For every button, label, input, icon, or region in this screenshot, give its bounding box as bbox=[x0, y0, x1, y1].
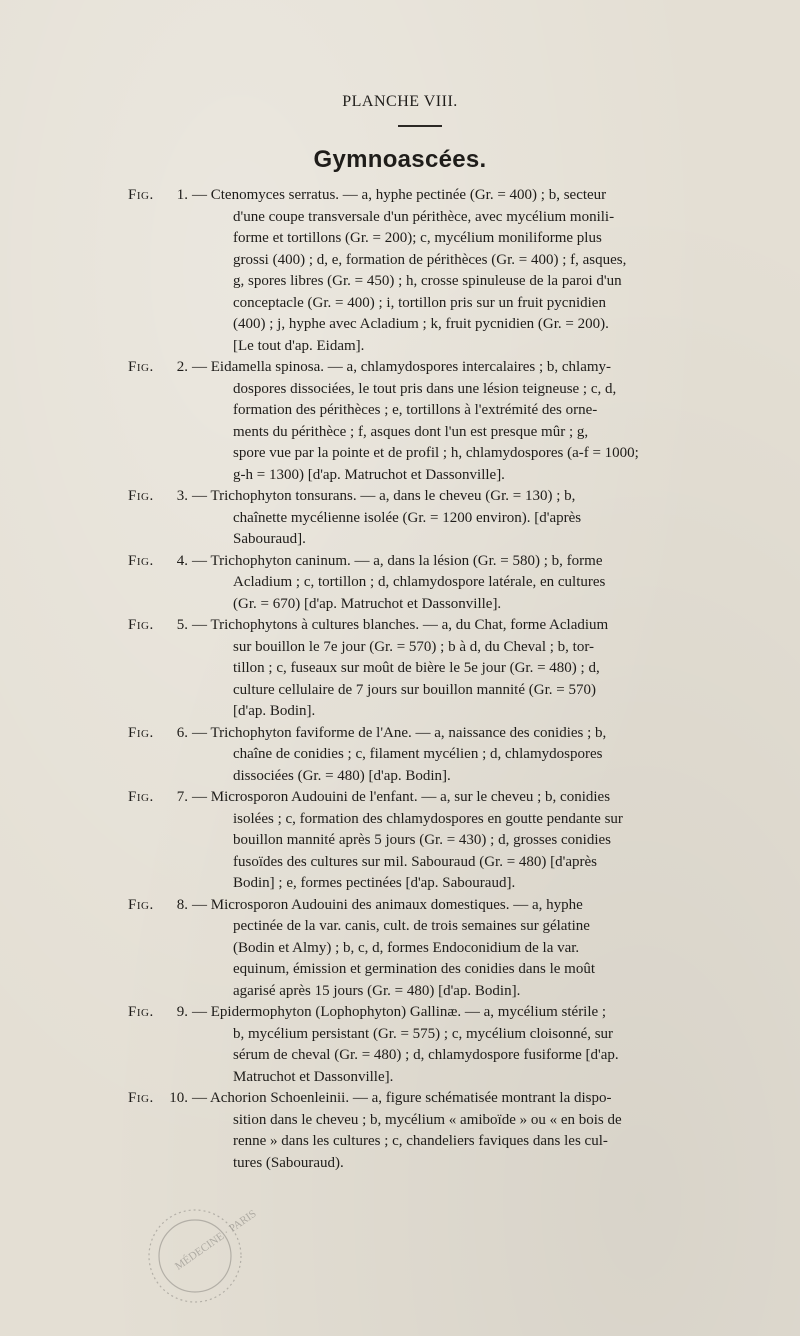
section-title: Gymnoascées. bbox=[313, 146, 487, 173]
caption-line: grossi (400) ; d, e, formation de périthèces (Gr. = 400) ; f, asques, bbox=[233, 251, 627, 268]
caption-line: d'une coupe transversale d'un périthèce, avec mycélium monili- bbox=[233, 208, 615, 225]
caption-line: dissociées (Gr. = 480) [d'ap. Bodin]. bbox=[233, 767, 451, 784]
caption-line: — Microsporon Audouini de l'enfant. — a, sur le cheveu ; b, conidies bbox=[192, 787, 708, 809]
figure-number: 6. bbox=[176, 724, 188, 741]
caption-line: culture cellulaire de 7 jours sur bouillon mannité (Gr. = 570) bbox=[233, 681, 596, 698]
figure-number: 8. bbox=[176, 896, 188, 913]
caption-line: conceptacle (Gr. = 400) ; i, tortillon pris sur un fruit pycnidien bbox=[233, 294, 606, 311]
figure-number: 1. bbox=[176, 187, 188, 203]
caption-line: pectinée de la var. canis, cult. de trois semaines sur gélatine bbox=[233, 918, 590, 934]
caption-line: forme et tortillons (Gr. = 200); c, mycélium moniliforme plus bbox=[233, 230, 602, 246]
figure-number: 3. bbox=[176, 488, 188, 504]
caption-line: spore vue par la pointe et de profil ; h, chlamydospores (a-f = 1000; bbox=[233, 445, 639, 461]
figure-caption bbox=[192, 615, 708, 723]
figure-prefix: Fig. bbox=[128, 789, 154, 805]
figure-number: 4. bbox=[176, 552, 188, 569]
figure-prefix: Fig. bbox=[128, 552, 154, 569]
caption-line: equinum, émission et germination des conidies dans le moût bbox=[233, 961, 596, 977]
figure-caption bbox=[192, 1002, 708, 1088]
library-stamp bbox=[128, 1196, 262, 1306]
caption-line: tures (Sabouraud). bbox=[233, 1154, 344, 1171]
caption-line: [d'ap. Bodin]. bbox=[233, 703, 316, 719]
caption-line: dospores dissociées, le tout pris dans une lésion teigneuse ; c, d, bbox=[233, 380, 617, 397]
figure-number: 10. bbox=[169, 1090, 188, 1106]
caption-line: (Bodin et Almy) ; b, c, d, formes Endoconidium de la var. bbox=[233, 939, 580, 956]
caption-line: sérum de cheval (Gr. = 480) ; d, chlamydospore fusiforme [d'ap. bbox=[233, 1047, 619, 1063]
caption-line: — Trichophytons à cultures blanches. — a, du Chat, forme Acladium bbox=[192, 615, 708, 637]
caption-line: (400) ; j, hyphe avec Acladium ; k, fruit pycnidien (Gr. = 200). bbox=[233, 316, 609, 332]
figure-number: 5. bbox=[176, 617, 188, 633]
caption-line: Acladium ; c, tortillon ; d, chlamydospore latérale, en cultures bbox=[233, 574, 606, 590]
caption-line: sur bouillon le 7e jour (Gr. = 570) ; b à d, du Cheval ; b, tor- bbox=[233, 638, 595, 655]
figure-caption bbox=[192, 787, 708, 895]
caption-line: chaînette mycélienne isolée (Gr. = 1200 environ). [d'après bbox=[233, 509, 582, 526]
caption-line: fusoïdes des cultures sur mil. Sabouraud (Gr. = 480) [d'après bbox=[233, 853, 598, 870]
figure-number: 9. bbox=[176, 1004, 188, 1020]
figure-caption bbox=[192, 486, 708, 551]
caption-line: [Le tout d'ap. Eidam]. bbox=[233, 337, 365, 354]
caption-line: — Microsporon Audouini des animaux domestiques. — a, hyphe bbox=[192, 895, 708, 917]
figure-prefix: Fig. bbox=[128, 724, 154, 741]
caption-line: isolées ; c, formation des chlamydospores en goutte pendante sur bbox=[233, 810, 623, 827]
caption-line: — Eidamella spinosa. — a, chlamydospores intercalaires ; b, chlamy- bbox=[192, 357, 708, 379]
figure-prefix: Fig. bbox=[128, 617, 154, 633]
caption-line: formation des périthèces ; e, tortillons à l'extrémité des orne- bbox=[233, 402, 598, 418]
caption-line: — Trichophyton caninum. — a, dans la lésion (Gr. = 580) ; b, forme bbox=[192, 551, 708, 573]
caption-line: tillon ; c, fuseaux sur moût de bière le 5e jour (Gr. = 480) ; d, bbox=[233, 660, 600, 676]
figure-caption bbox=[192, 357, 708, 486]
caption-line: — Trichophyton tonsurans. — a, dans le cheveu (Gr. = 130) ; b, bbox=[192, 486, 708, 508]
figure-prefix: Fig. bbox=[128, 1004, 154, 1020]
figure-caption bbox=[192, 185, 708, 357]
caption-line: — Epidermophyton (Lophophyton) Gallinæ. — a, mycélium stérile ; bbox=[192, 1002, 708, 1024]
caption-line: g-h = 1300) [d'ap. Matruchot et Dassonville]. bbox=[233, 466, 505, 483]
caption-line: (Gr. = 670) [d'ap. Matruchot et Dassonville]. bbox=[233, 595, 502, 612]
figure-caption bbox=[192, 1088, 708, 1174]
svg-text:MÉDECINE · PARIS: MÉDECINE · PARIS bbox=[172, 1207, 259, 1273]
figure-prefix: Fig. bbox=[128, 187, 154, 203]
caption-line: b, mycélium persistant (Gr. = 575) ; c, mycélium cloisonné, sur bbox=[233, 1025, 614, 1042]
figure-number: 7. bbox=[176, 789, 188, 805]
caption-line: Bodin] ; e, formes pectinées [d'ap. Sabouraud]. bbox=[233, 875, 516, 891]
caption-line: chaîne de conidies ; c, filament mycélien ; d, chlamydospores bbox=[233, 746, 603, 762]
figure-caption bbox=[192, 895, 708, 1003]
title-rule bbox=[398, 125, 442, 127]
figure-prefix: Fig. bbox=[128, 896, 154, 913]
caption-line: Sabouraud]. bbox=[233, 531, 306, 547]
caption-line: — Achorion Schoenleinii. — a, figure schématisée montrant la dispo- bbox=[192, 1088, 708, 1110]
caption-line: agarisé après 15 jours (Gr. = 480) [d'ap. Bodin]. bbox=[233, 982, 521, 999]
figure-prefix: Fig. bbox=[128, 359, 154, 375]
figure-number: 2. bbox=[176, 359, 188, 375]
plate-label: PLANCHE VIII. bbox=[342, 93, 458, 110]
caption-line: g, spores libres (Gr. = 450) ; h, crosse spinuleuse de la paroi d'un bbox=[233, 273, 622, 289]
figure-caption bbox=[192, 551, 708, 616]
caption-line: ments du périthèce ; f, asques dont l'un est presque mûr ; g, bbox=[233, 423, 589, 440]
caption-line: renne » dans les cultures ; c, chandeliers faviques dans les cul- bbox=[233, 1133, 608, 1149]
caption-line: — Trichophyton faviforme de l'Ane. — a, naissance des conidies ; b, bbox=[192, 723, 708, 745]
figure-prefix: Fig. bbox=[128, 1090, 154, 1106]
caption-line: sition dans le cheveu ; b, mycélium « amiboïde » ou « en bois de bbox=[233, 1111, 622, 1128]
figure-caption bbox=[192, 723, 708, 788]
caption-line: Matruchot et Dassonville]. bbox=[233, 1068, 394, 1085]
caption-line: — Ctenomyces serratus. — a, hyphe pectinée (Gr. = 400) ; b, secteur bbox=[192, 185, 708, 207]
caption-line: bouillon mannité après 5 jours (Gr. = 430) ; d, grosses conidies bbox=[233, 832, 611, 848]
figure-prefix: Fig. bbox=[128, 488, 154, 504]
